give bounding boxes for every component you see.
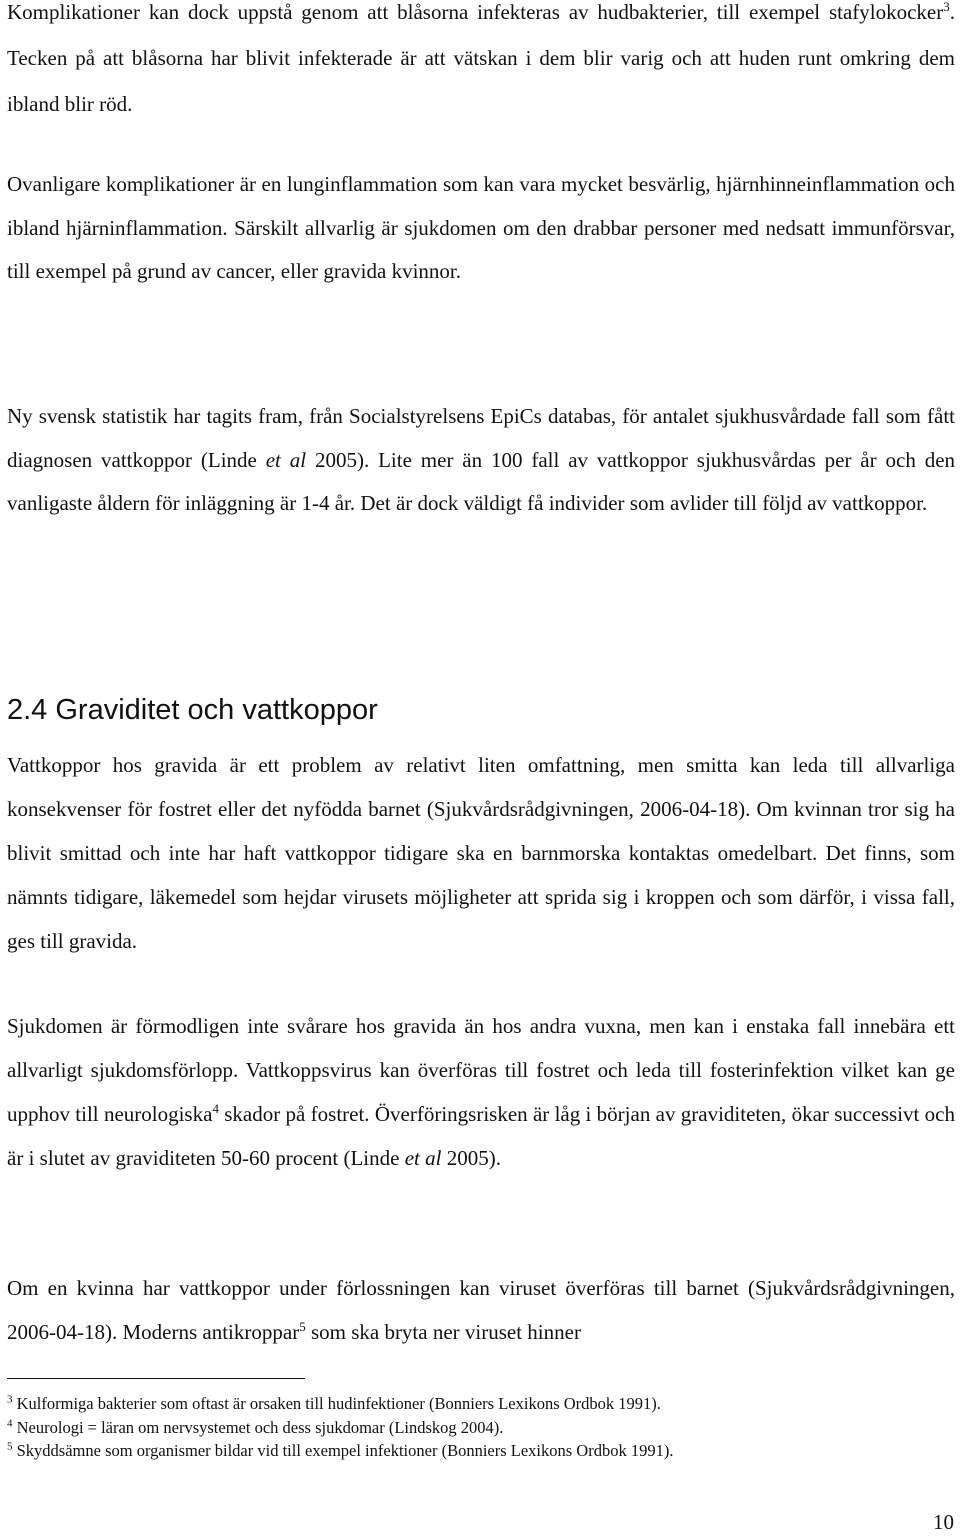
footnotes — [7, 1392, 955, 1463]
footnote-ref-5[interactable]: 5 — [299, 1319, 306, 1334]
footnote-5: $^5$ Skyddsämne som organismer bildar vid till exempel infektioner (Bonniers Lexikons Ordbok 1991). — [7, 1440, 674, 1460]
paragraph-rare-complications: Ovanligare komplikationer är en lunginflammation som kan vara mycket besvärlig, hjärnhinneinflammation och ibland hjärninflammation. Särskilt allvarlig är sjukdomen om den drabbar personer med nedsatt immunförsvar, till exempel på grund av cancer, eller gravida kvinnor. — [7, 172, 955, 283]
paragraph-delivery: Om en kvinna har vattkoppor under förlossningen kan viruset överföras till barnet (Sjukvårdsrådgivningen, 2006-04-18). Moderns antikroppar$^5$ som ska bryta ner viruset hinner — [7, 1276, 955, 1344]
paragraph-complications: Komplikationer kan dock uppstå genom att blåsorna infekteras av hudbakterier, till exempel stafylokocker$^3$. Tecken på att blåsorna har blivit infekterade är att vätskan i dem blir varig och att huden runt omkring dem ibland blir röd. — [7, 0, 955, 116]
paragraph-pregnancy: Vattkoppor hos gravida är ett problem av relativt liten omfattning, men smitta kan leda till allvarliga konsekvenser för fostret eller det nyfödda barnet (Sjukvårdsrådgivningen, 2006-04-18). Om kvinnan tror sig ha blivit smittad och inte har haft vattkoppor tidigare ska en barnmorska kontaktas omedelbart. Det finns, som nämnts tidigare, läkemedel som hejdar virusets möjligheter att sprida sig i kroppen och som därför, i vissa fall, ges till gravida. — [7, 753, 955, 953]
page-number: 10 — [933, 1510, 954, 1534]
footnote-divider — [7, 1378, 305, 1379]
footnote-ref-3[interactable]: 3 — [943, 0, 950, 14]
paragraph-statistics: Ny svensk statistik har tagits fram, från Socialstyrelsens EpiCs databas, för antalet sjukhusvårdade fall som fått diagnosen vattkoppor (Linde et al 2005). Lite mer än 100 fall av vattkoppor sjukhusvårdas per år och den vanligaste åldern för inläggning är 1-4 år. Det är dock väldigt få individer som avlider till följd av vattkoppor. — [7, 404, 956, 515]
section-heading: 2.4 Graviditet och vattkoppor — [7, 694, 378, 726]
footnote-ref-4[interactable]: 4 — [212, 1101, 219, 1116]
footnote-3: $^3$ Kulformiga bakterier som oftast är orsaken till hudinfektioner (Bonniers Lexikons Ordbok 1991). — [7, 1393, 661, 1413]
footnote-4: $^4$ Neurologi = läran om nervsystemet och dess sjukdomar (Lindskog 2004). — [7, 1417, 504, 1437]
paragraph-severity: Sjukdomen är förmodligen inte svårare hos gravida än hos andra vuxna, men kan i enstaka fall innebära ett allvarligt sjukdomsförlopp. Vattkoppsvirus kan överföras till fostret och leda till fosterinfektion vilket kan ge upphov till neurologiska$^4$ skador på fostret. Överföringsrisken är låg i början av graviditeten, ökar successivt och är i slutet av graviditeten 50-60 procent (Linde et al 2005). — [7, 1014, 955, 1170]
